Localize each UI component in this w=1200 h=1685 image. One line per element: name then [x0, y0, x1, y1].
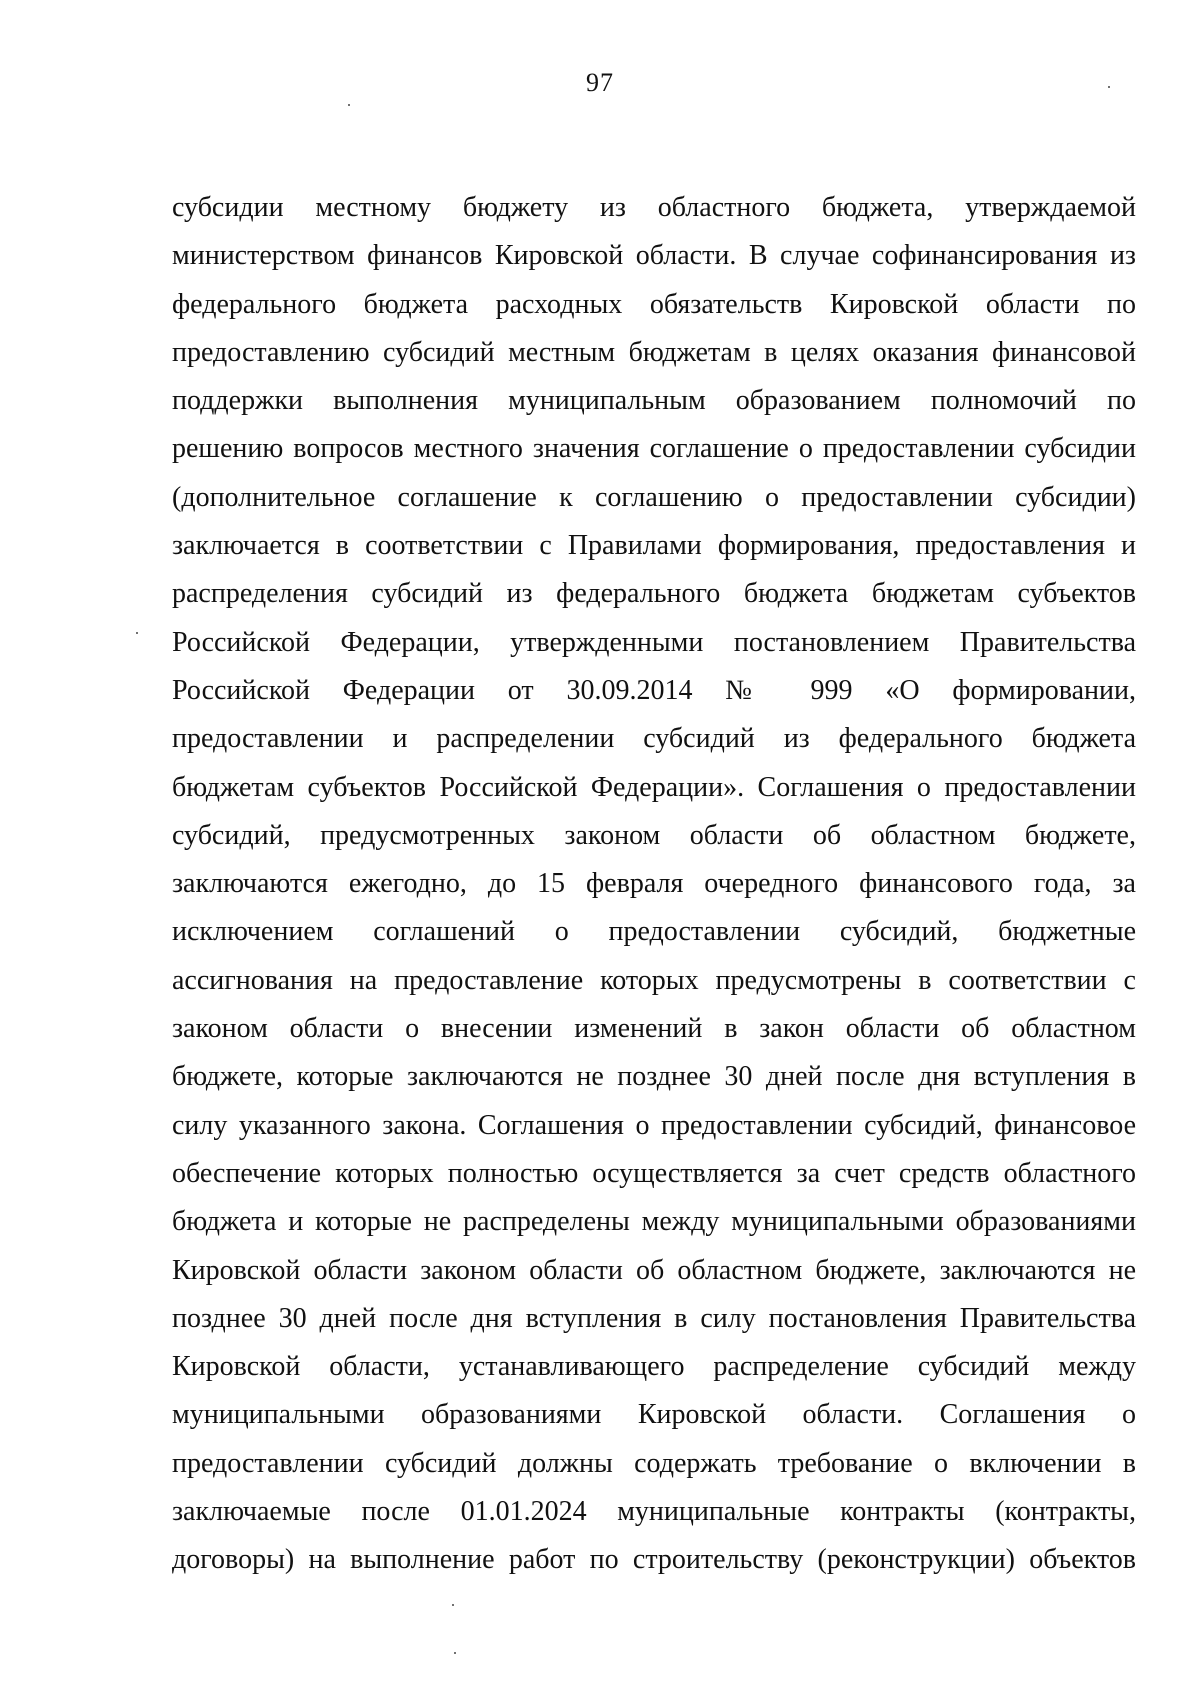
text-line: ассигнования на предоставление которых предусмотрены в соответствии с: [172, 964, 1136, 996]
text-line: заключается в соответствии с Правилами формирования, предоставления и: [172, 530, 1136, 562]
text-line: бюджета и которые не распределены между муниципальными образованиями: [172, 1206, 1136, 1238]
text-line: договоры) на выполнение работ по строительству (реконструкции) объектов: [172, 1544, 1136, 1576]
text-line: (дополнительное соглашение к соглашению о предоставлении субсидии): [172, 481, 1136, 513]
text-line: исключением соглашений о предоставлении субсидий, бюджетные: [172, 916, 1136, 948]
text-line: субсидий, предусмотренных законом области об областном бюджете,: [172, 819, 1136, 851]
text-line: заключаемые после 01.01.2024 муниципальные контракты (контракты,: [172, 1496, 1136, 1528]
text-line: бюджете, которые заключаются не позднее 30 дней после дня вступления в: [172, 1061, 1136, 1093]
text-line: решению вопросов местного значения соглашение о предоставлении субсидии: [172, 433, 1136, 465]
text-line: заключаются ежегодно, до 15 февраля очередного финансового года, за: [172, 868, 1136, 900]
text-line: поддержки выполнения муниципальным образованием полномочий по: [172, 385, 1136, 417]
text-line: предоставлении субсидий должны содержать требование о включении в: [172, 1447, 1136, 1479]
page-number: 97: [586, 68, 614, 97]
text-line: позднее 30 дней после дня вступления в силу постановления Правительства: [172, 1302, 1136, 1334]
text-line: субсидии местному бюджету из областного бюджета, утверждаемой: [172, 192, 1136, 223]
scan-speck: [1108, 86, 1110, 88]
text-line: федерального бюджета расходных обязательств Кировской области по: [172, 288, 1136, 320]
text-line: обеспечение которых полностью осуществляется за счет средств областного: [172, 1157, 1136, 1189]
text-line: Российской Федерации, утвержденными постановлением Правительства: [172, 626, 1136, 658]
text-line: предоставлению субсидий местным бюджетам в целях оказания финансовой: [172, 336, 1136, 368]
text-line: силу указанного закона. Соглашения о предоставлении субсидий, финансовое: [172, 1109, 1136, 1141]
text-line: Кировской области, устанавливающего распределение субсидий между: [172, 1351, 1136, 1383]
text-line: Российской Федерации от 30.09.2014 № 999 «О формировании,: [172, 674, 1136, 706]
text-line: законом области о внесении изменений в закон области об областном: [172, 1013, 1136, 1045]
scan-speck: [454, 1652, 456, 1654]
text-line: министерством финансов Кировской области. В случае софинансирования из: [172, 240, 1136, 272]
text-line: распределения субсидий из федерального бюджета бюджетам субъектов: [172, 578, 1136, 610]
text-line: Кировской области законом области об областном бюджете, заключаются не: [172, 1254, 1136, 1286]
scan-speck: [136, 632, 138, 634]
text-line: предоставлении и распределении субсидий из федерального бюджета: [172, 723, 1136, 755]
scan-speck: [348, 104, 350, 106]
text-line: бюджетам субъектов Российской Федерации». Соглашения о предоставлении: [172, 771, 1136, 803]
body-paragraph: [172, 184, 1136, 1585]
scan-speck: [452, 1604, 454, 1606]
text-line: муниципальными образованиями Кировской области. Соглашения о: [172, 1399, 1136, 1431]
